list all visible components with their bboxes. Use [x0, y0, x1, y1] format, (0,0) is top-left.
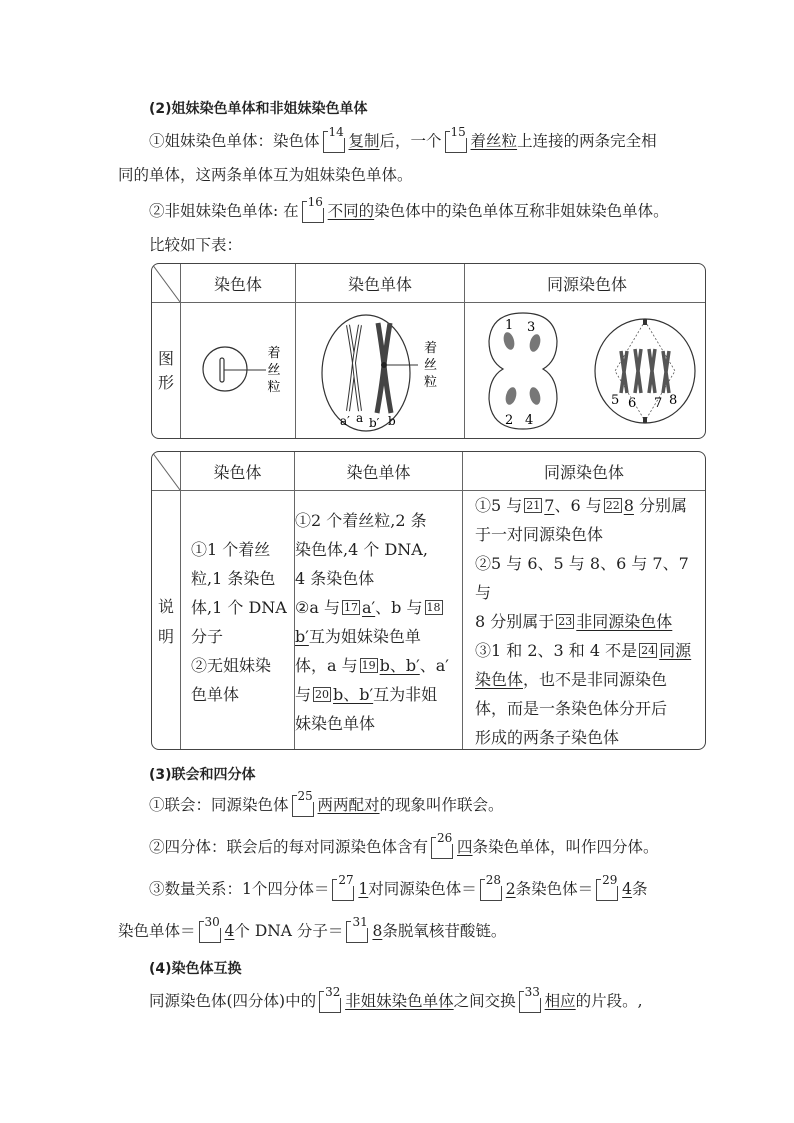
- paragraph-crossover: 同源染色体(四分体)中的 32 非姐妹染色单体之间交换 33 相应的片段。,: [149, 990, 643, 1013]
- label-centromere-1: 着: [267, 346, 281, 361]
- figure-chromatid: [296, 303, 465, 440]
- svg-text:1: 1: [505, 318, 514, 333]
- text: 后，一个: [379, 132, 442, 150]
- paragraph-synapsis: ①联会：同源染色体 25 两两配对的现象叫作联会。: [149, 794, 504, 817]
- paragraph-sister-chromatid: [149, 125, 657, 153]
- svg-text:粒: 粒: [424, 375, 438, 390]
- svg-text:b: b: [388, 414, 396, 428]
- paragraph-nonsister-chromatid: [149, 195, 669, 223]
- answer-23: 非同源染色体: [576, 612, 673, 631]
- answer-box-24[interactable]: 24: [641, 644, 656, 657]
- text: 上连接的两条完全相: [517, 132, 657, 150]
- answer-box-19[interactable]: 19: [361, 658, 376, 672]
- answer-box-20[interactable]: 20: [315, 687, 330, 701]
- svg-text:粒: 粒: [267, 380, 281, 395]
- answer-box-25[interactable]: 25: [292, 795, 314, 817]
- answer-33: 相应: [544, 992, 576, 1010]
- desc-line: ③1 和 2、3 和 4 不是 24 同源: [475, 641, 692, 660]
- description-table: [151, 451, 706, 750]
- answer-box-15[interactable]: 15: [445, 131, 467, 153]
- text: 染色体中的染色单体互称非姐妹染色单体。: [374, 202, 669, 220]
- answer-31: 8: [372, 922, 383, 940]
- row-label-description: 说明: [152, 491, 181, 751]
- desc-homologous: [463, 491, 706, 751]
- svg-text:着: 着: [424, 341, 438, 356]
- desc-chromosome: [181, 491, 295, 751]
- desc-line: 分子: [191, 626, 224, 646]
- desc-line: 形成的两条子染色体: [475, 728, 620, 747]
- figure-homologous: [465, 303, 707, 440]
- header-chromatid: 染色单体: [296, 264, 465, 303]
- svg-text:2: 2: [505, 413, 514, 428]
- answer-17: a′: [361, 597, 376, 617]
- header-homologous: 同源染色体: [463, 452, 706, 491]
- paragraph-quantity: ③数量关系：1个四分体＝ 27 1对同源染色体＝ 28 2条染色体＝ 29 4条: [149, 878, 648, 901]
- desc-line: 8 分别属于 23 非同源染色体: [475, 612, 673, 631]
- answer-box-21[interactable]: 21: [526, 499, 541, 512]
- svg-text:4: 4: [525, 413, 534, 428]
- answer-29: 4: [622, 880, 633, 898]
- desc-line: 体，a 与 19 b、b′、a′: [295, 655, 449, 675]
- table-corner: [152, 452, 181, 491]
- answer-18: b′: [295, 626, 309, 646]
- section-3-title: (3)联会和四分体: [149, 767, 256, 783]
- answer-22: 8: [623, 496, 634, 515]
- desc-line: 与 20 b、b′互为非姐: [295, 684, 438, 704]
- desc-line: 体，而是一条染色体分开后: [475, 699, 668, 718]
- desc-line: ②a 与 17 a′、b 与 18: [295, 597, 441, 617]
- answer-26: 四: [457, 838, 473, 856]
- answer-box-26[interactable]: 26: [431, 837, 453, 859]
- header-chromosome: 染色体: [181, 264, 296, 303]
- answer-27: 1: [358, 880, 369, 898]
- answer-box-32[interactable]: 32: [319, 991, 341, 1013]
- answer-box-17[interactable]: 17: [343, 600, 358, 614]
- answer-box-16[interactable]: 16: [302, 201, 324, 223]
- answer-24: 同源: [659, 641, 692, 660]
- answer-box-28[interactable]: 28: [480, 879, 502, 901]
- header-chromatid: 染色单体: [295, 452, 463, 491]
- section-2-title: (2)姐妹染色单体和非姐妹染色单体: [149, 101, 368, 117]
- paragraph-quantity-cont: 染色单体＝ 30 4个 DNA 分子＝ 31 8条脱氧核苷酸链。: [118, 920, 506, 943]
- header-homologous: 同源染色体: [465, 264, 707, 303]
- answer-14: 复制: [348, 132, 380, 150]
- desc-line: 体,1 个 DNA: [191, 597, 287, 617]
- paragraph-sister-chromatid-cont: 同的单体，这两条单体互为姐妹染色单体。: [118, 166, 413, 184]
- desc-line: ①5 与 21 7、6 与 22 8 分别属: [475, 496, 688, 515]
- row-label-figure: 图形: [152, 303, 181, 440]
- desc-line: b′互为姐妹染色单: [295, 626, 421, 646]
- desc-line: 染色体,4 个 DNA,: [295, 539, 428, 559]
- figure-chromosome: [181, 303, 296, 440]
- desc-line: 于一对同源染色体: [475, 525, 604, 544]
- svg-text:5: 5: [611, 393, 620, 408]
- desc-line: ②5 与 6、5 与 8、6 与 7、7 与: [475, 554, 689, 602]
- desc-line: 4 条染色体: [295, 568, 375, 588]
- answer-box-14[interactable]: 14: [323, 131, 345, 153]
- label-a-prime: a′: [340, 414, 350, 428]
- answer-box-23[interactable]: 23: [558, 615, 573, 628]
- answer-24-cont: 染色体: [475, 670, 524, 689]
- svg-text:丝: 丝: [267, 363, 281, 378]
- desc-line: ①2 个着丝粒,2 条: [295, 510, 427, 530]
- answer-box-31[interactable]: 31: [346, 921, 368, 943]
- desc-line: ①1 个着丝: [191, 539, 271, 559]
- answer-21: 7: [544, 496, 555, 515]
- answer-box-27[interactable]: 27: [332, 879, 354, 901]
- answer-16: 不同的: [327, 202, 375, 220]
- answer-box-33[interactable]: 33: [519, 991, 541, 1013]
- text: ②非姐妹染色单体: 在: [149, 202, 299, 220]
- desc-line: ②无姐妹染: [191, 655, 272, 675]
- desc-line: 染色体，也不是非同源染色: [475, 670, 668, 689]
- svg-text:b′: b′: [369, 416, 380, 430]
- desc-line: 色单体: [191, 684, 240, 704]
- table-corner: [152, 264, 181, 303]
- compare-text: 比较如下表：: [149, 236, 243, 254]
- svg-text:丝: 丝: [424, 358, 438, 373]
- answer-25: 两两配对: [317, 796, 380, 814]
- desc-line: 妹染色单体: [295, 713, 376, 733]
- desc-chromatid: [295, 491, 463, 751]
- paragraph-tetrad: ②四分体：联会后的每对同源染色体含有 26 四条染色单体，叫作四分体。: [149, 836, 659, 859]
- answer-box-18[interactable]: 18: [426, 600, 441, 614]
- svg-text:6: 6: [628, 396, 637, 411]
- answer-30: 4: [224, 922, 235, 940]
- answer-19: b、b′: [379, 655, 420, 675]
- svg-text:8: 8: [669, 393, 678, 408]
- answer-box-30[interactable]: 30: [199, 921, 221, 943]
- answer-32: 非姐妹染色单体: [345, 992, 454, 1010]
- answer-15: 着丝粒: [470, 132, 518, 150]
- answer-box-29[interactable]: 29: [596, 879, 618, 901]
- answer-28: 2: [505, 880, 516, 898]
- svg-text:7: 7: [654, 396, 663, 411]
- answer-20: b、b′: [333, 684, 374, 704]
- answer-box-22[interactable]: 22: [605, 499, 620, 512]
- section-4-title: (4)染色体互换: [149, 961, 242, 977]
- figure-table: [151, 263, 706, 439]
- svg-text:3: 3: [527, 320, 536, 335]
- text: ①姐妹染色单体：染色体: [149, 132, 320, 150]
- svg-text:a: a: [356, 411, 364, 425]
- header-chromosome: 染色体: [181, 452, 295, 491]
- desc-line: 粒,1 条染色: [191, 568, 276, 588]
